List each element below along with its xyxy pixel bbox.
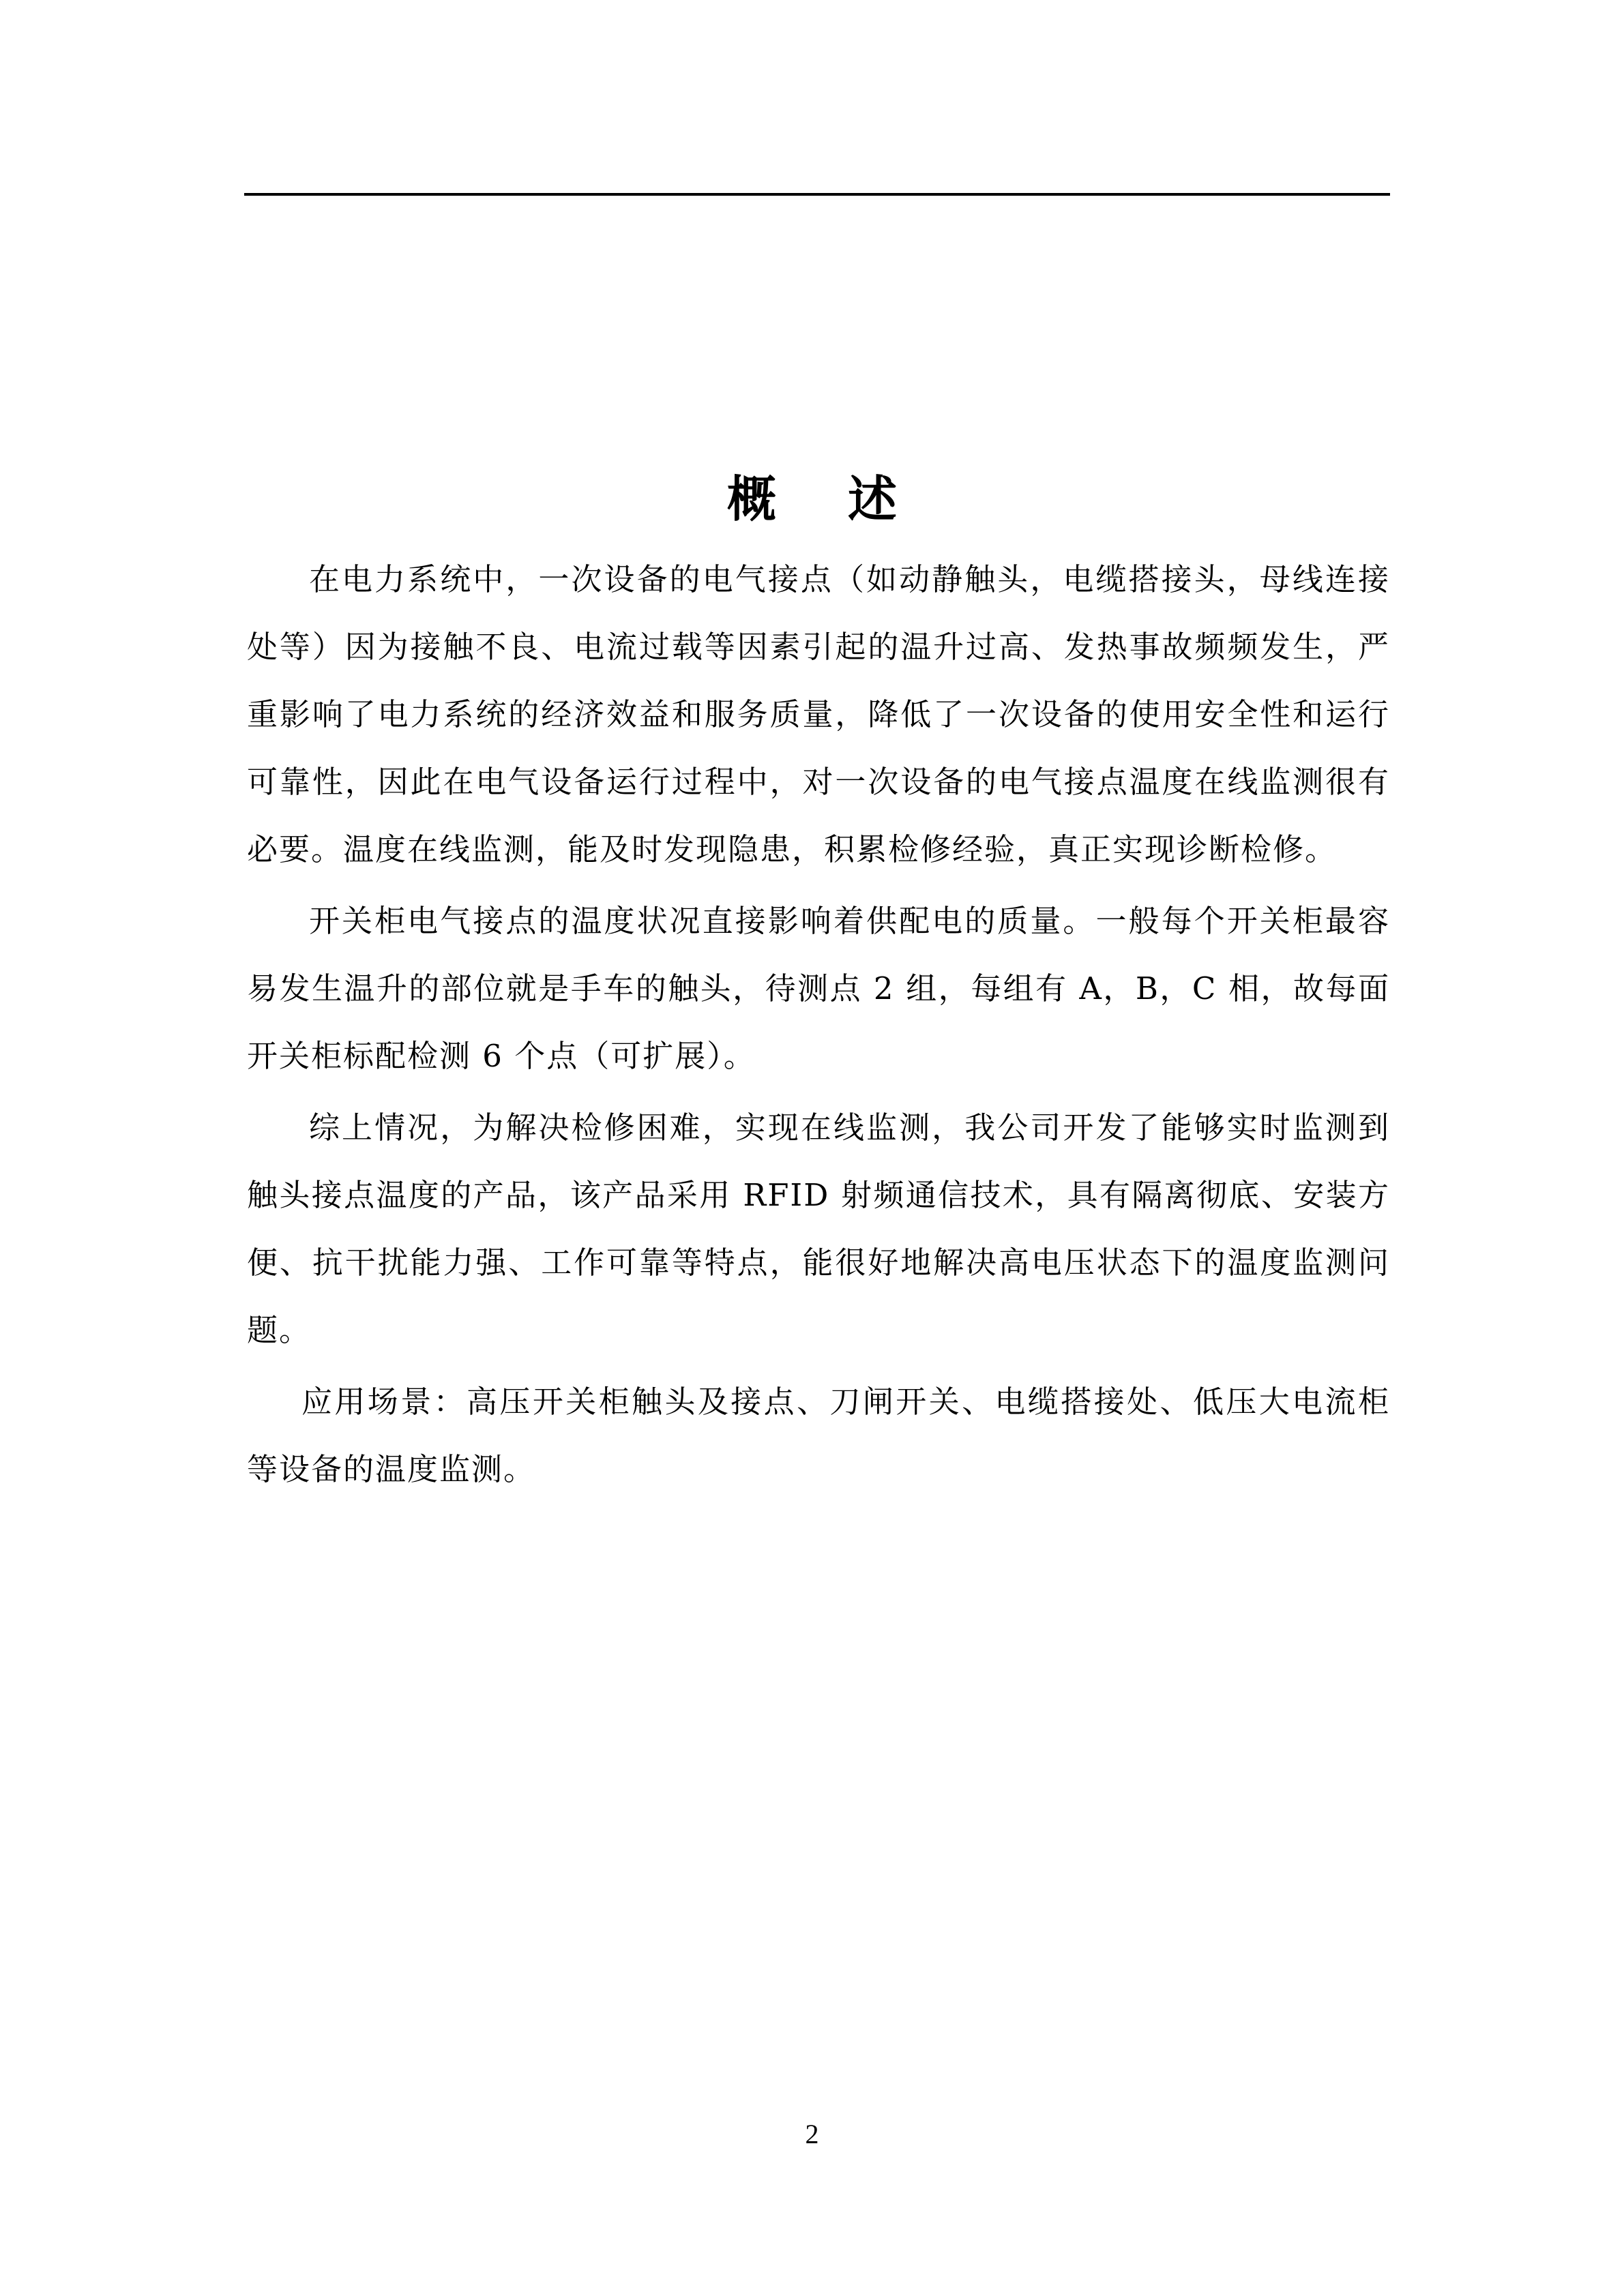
body-text <box>247 546 1390 1503</box>
paragraph-product: 综上情况，为解决检修困难，实现在线监测，我公司开发了能够实时监测到触头接点温度的产品，该产品采用 RFID 射频通信技术，具有隔离彻底、安装方便、抗干扰能力强、工作可靠等特点，能很好地解决高电压状态下的温度监测问题。 <box>247 1109 1390 1348</box>
paragraph-overview: 在电力系统中，一次设备的电气接点（如动静触头，电缆搭接头，母线连接处等）因为接触不良、电流过载等因素引起的温升过高、发热事故频频发生，严重影响了电力系统的经济效益和服务质量，降低了一次设备的使用安全性和运行可靠性，因此在电气设备运行过程中，对一次设备的电气接点温度在线监测很有必要。温度在线监测，能及时发现隐患，积累检修经验，真正实现诊断检修。 <box>247 561 1390 867</box>
page-title: 概 述 <box>726 470 925 528</box>
header-rule <box>244 193 1390 196</box>
paragraph-applications: 应用场景：高压开关柜触头及接点、刀闸开关、电缆搭接处、低压大电流柜等设备的温度监测。 <box>247 1384 1390 1487</box>
page-number: 2 <box>805 2119 819 2149</box>
paragraph-switchgear: 开关柜电气接点的温度状况直接影响着供配电的质量。一般每个开关柜最容易发生温升的部位就是手车的触头，待测点 2 组，每组有 A，B，C 相，故每面开关柜标配检测 6 个点（可扩展）。 <box>247 903 1390 1074</box>
